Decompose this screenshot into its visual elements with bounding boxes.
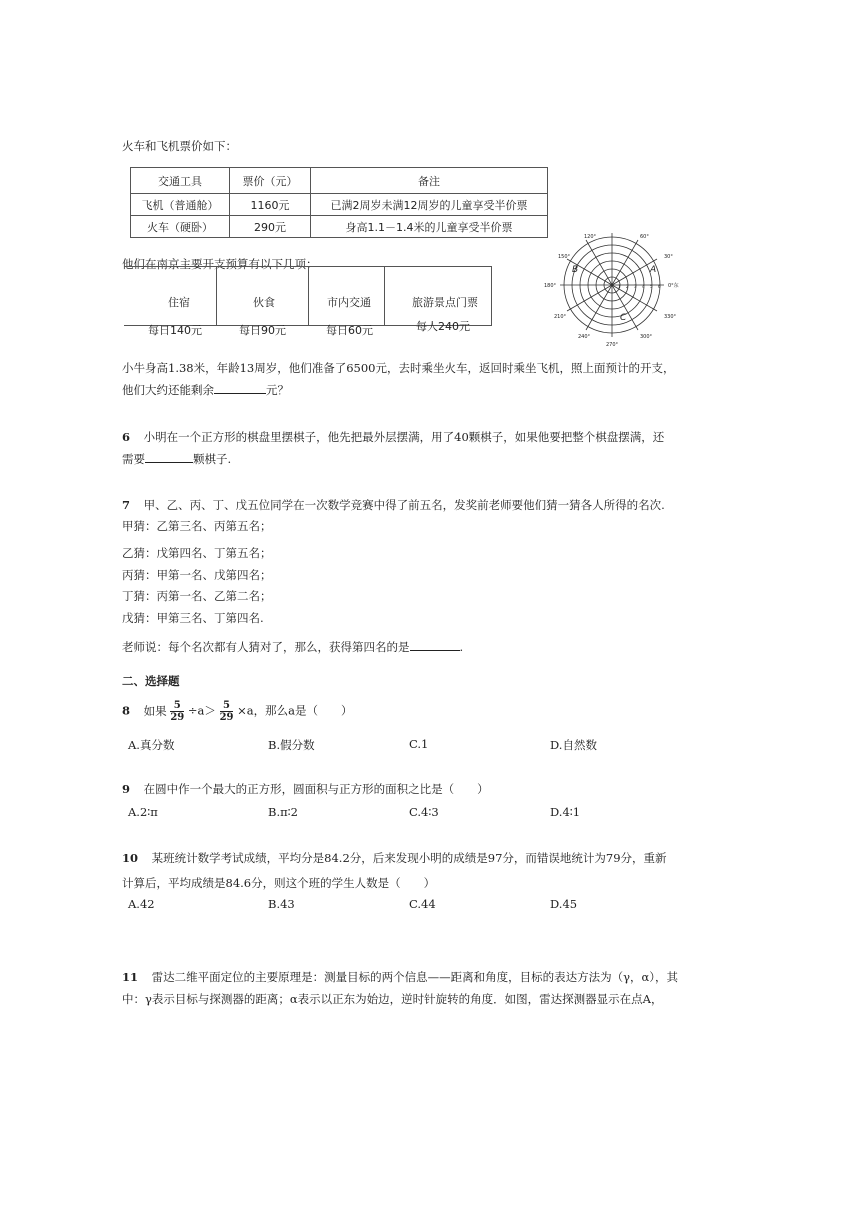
budget-value: 每日90元 <box>239 324 286 337</box>
answer-blank[interactable] <box>214 393 266 394</box>
q8-stem: 8 如果 $\frac{5}{29}$ ÷a＞ $\frac{5}{29}$ ×a，那么a是（ ） <box>122 700 353 723</box>
fare-cell: 290元 <box>230 216 311 238</box>
fare-cell: 身高1.1－1.4米的儿童享受半价票 <box>311 216 548 238</box>
answer-blank[interactable] <box>145 462 193 463</box>
fare-header-price: 票价（元） <box>230 168 311 194</box>
section-title: 二、选择题 <box>122 674 180 688</box>
budget-value: 每日140元 <box>148 324 202 337</box>
radar-ring-label: 1 <box>618 284 621 289</box>
question-number: 10 <box>122 851 139 865</box>
fraction: $\frac{5}{29}$ <box>219 700 234 723</box>
radar-angle-label: 120° <box>584 234 597 240</box>
radar-point-c: C <box>620 313 627 323</box>
radar-ring-label: 3 <box>634 284 637 289</box>
budget-table <box>124 266 492 337</box>
q7-last: 老师说：每个名次都有人猜对了，那么，获得第四名的是 . <box>122 640 464 654</box>
fare-cell: 已满2周岁未满12周岁的儿童享受半价票 <box>311 194 548 216</box>
question-number: 6 <box>122 430 131 444</box>
budget-header: 市内交通 <box>327 296 371 309</box>
fare-header-vehicle: 交通工具 <box>131 168 230 194</box>
fare-cell: 飞机（普通舱） <box>131 194 230 216</box>
radar-ring-label: 5 <box>650 284 653 289</box>
option[interactable]: A.2∶π <box>128 805 158 819</box>
radar-ring-label: 6 <box>658 284 661 289</box>
radar-angle-label: 0°东 <box>668 283 679 289</box>
budget-value: 每人240元 <box>416 320 470 333</box>
budget-header: 住宿 <box>168 296 190 309</box>
q7-guess: 丙猜：甲第一名、戊第四名； <box>122 568 272 582</box>
q11-line1: 11 雷达二维平面定位的主要原理是：测量目标的两个信息——距离和角度，目标的表达方法为（γ，α），其 <box>122 970 679 984</box>
radar-point-a: A <box>650 265 657 275</box>
option[interactable]: B.假分数 <box>268 738 315 752</box>
radar-angle-label: 240° <box>578 334 591 340</box>
budget-intro: 他们在南京主要开支预算有以下几项： <box>122 257 318 271</box>
option[interactable]: D.45 <box>550 897 578 911</box>
radar-angle-label: 150° <box>558 254 571 260</box>
q6-line2: 需要 颗棋子. <box>122 452 232 466</box>
option[interactable]: C.1 <box>409 737 429 751</box>
fare-table <box>130 167 548 238</box>
budget-value: 每日60元 <box>326 324 373 337</box>
q11-line2: 中：γ表示目标与探测器的距离；α表示以正东为始边，逆时针旋转的角度．如图，雷达探测器显示在点A， <box>122 992 663 1006</box>
radar-ring-label: 2 <box>626 284 629 289</box>
radar-angle-label: 30° <box>664 254 673 260</box>
radar-angle-label: 210° <box>554 314 567 320</box>
option[interactable]: B.π∶2 <box>268 805 298 819</box>
q7-line1: 7 甲、乙、丙、丁、戊五位同学在一次数学竞赛中得了前五名，发奖前老师要他们猜一猜各人所得的名次. <box>122 498 665 512</box>
option[interactable]: D.4∶1 <box>550 805 581 819</box>
question-number: 9 <box>122 782 131 796</box>
option[interactable]: C.4∶3 <box>409 805 439 819</box>
question-number: 7 <box>122 498 131 512</box>
answer-blank[interactable] <box>410 650 460 651</box>
radar-angle-label: 60° <box>640 234 649 240</box>
q7-guess: 乙猜：戊第四名、丁第五名； <box>122 546 272 560</box>
radar-figure <box>532 228 692 348</box>
q10-line1: 10 某班统计数学考试成绩，平均分是84.2分，后来发现小明的成绩是97分，而错误地统计为79分，重新 <box>122 851 667 865</box>
q10-line2: 计算后，平均成绩是84.6分，则这个班的学生人数是（ ） <box>122 876 436 890</box>
option[interactable]: A.真分数 <box>128 738 175 752</box>
option[interactable]: B.43 <box>268 897 295 911</box>
radar-point-b: B <box>572 265 579 275</box>
option[interactable]: A.42 <box>128 897 155 911</box>
q9-stem: 9 在圆中作一个最大的正方形，圆面积与正方形的面积之比是（ ） <box>122 782 489 796</box>
radar-ring-label: 4 <box>642 284 645 289</box>
option[interactable]: C.44 <box>409 897 436 911</box>
q7-guess: 丁猜：丙第一名、乙第二名； <box>122 589 272 603</box>
budget-header: 旅游景点门票 <box>412 296 478 309</box>
question-number: 11 <box>122 970 139 984</box>
budget-header: 伙食 <box>253 296 275 309</box>
radar-angle-label: 300° <box>640 334 653 340</box>
q7-guess: 戊猜：甲第三名、丁第四名. <box>122 611 264 625</box>
option[interactable]: D.自然数 <box>550 738 597 752</box>
question-number: 8 <box>122 703 131 718</box>
fare-cell: 1160元 <box>230 194 311 216</box>
q7-guess: 甲猜：乙第三名、丙第五名； <box>122 519 272 533</box>
radar-angle-label: 330° <box>664 314 677 320</box>
fare-intro: 火车和飞机票价如下： <box>122 139 237 153</box>
fare-header-note: 备注 <box>311 168 548 194</box>
fraction: $\frac{5}{29}$ <box>170 700 185 723</box>
q5-line2: 他们大约还能剩余 元？ <box>122 383 289 397</box>
radar-angle-label: 180° <box>544 283 557 289</box>
q5-line1: 小牛身高1.38米，年龄13周岁，他们准备了6500元，去时乘坐火车，返回时乘坐飞机，照上面预计的开支， <box>122 361 675 375</box>
q6-line1: 6 小明在一个正方形的棋盘里摆棋子，他先把最外层摆满，用了40颗棋子，如果他要把整个棋盘摆满，还 <box>122 430 665 444</box>
radar-angle-label: 270° <box>606 342 619 348</box>
fare-cell: 火车（硬卧） <box>131 216 230 238</box>
